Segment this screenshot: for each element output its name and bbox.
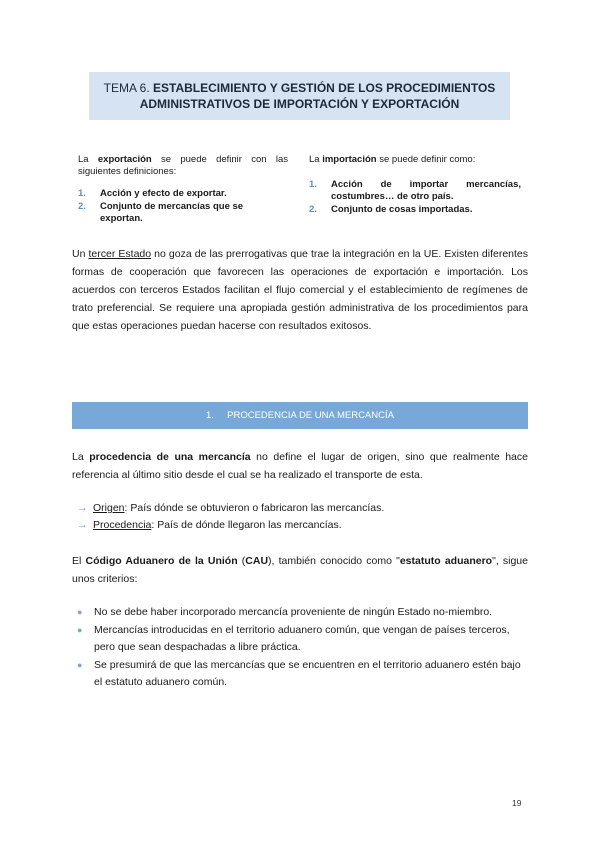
tercer-estado-term: tercer Estado [88, 248, 152, 260]
chapter-title-line2: ADMINISTRATIVOS DE IMPORTACIÓN Y EXPORTACIÓN [139, 97, 460, 111]
export-list [78, 188, 288, 225]
export-intro: La exportación se puede definir con las siguientes definiciones: [78, 154, 288, 177]
bullet-icon: ● [77, 659, 83, 670]
cau-paragraph: El Código Aduanero de la Unión (CAU), también conocido como "estatuto aduanero", sigue unos criterios: [72, 555, 528, 585]
list-item: ● Mercancías introducidas en el territorio aduanero común, que vengan de países terceros, pero que sean despachadas a libre práctica. [77, 622, 528, 657]
bullet-icon: ● [77, 607, 83, 617]
import-intro: La importación se puede definir como: [309, 154, 476, 165]
list-item: 2. Conjunto de mercancías que se exportan. [78, 201, 244, 224]
bullet-icon: ● [77, 624, 83, 635]
list-item: ● Se presumirá de que las mercancías que se encuentren en el territorio aduanero estén bajo el estatuto aduanero común. [77, 657, 528, 692]
criteria-list [77, 604, 528, 692]
list-item: ● No se debe haber incorporado mercancía proveniente de ningún Estado no-miembro. [77, 604, 528, 622]
chapter-title [89, 72, 510, 120]
export-definition [78, 154, 288, 226]
definition-arrows [77, 500, 384, 534]
list-item: → Procedencia : País de dónde llegaron las mercancías. [77, 517, 384, 534]
procedencia-paragraph: La procedencia de una mercancía no define el lugar de origen, sino que realmente hace referencia al último sitio desde el cual se ha realizado el transporte de esta. [72, 451, 528, 481]
arrow-right-icon: → [77, 519, 88, 531]
list-item: 2. Conjunto de cosas importadas. [309, 204, 473, 215]
import-definition [309, 154, 521, 217]
chapter-title-line1: ESTABLECIMIENTO Y GESTIÓN DE LOS PROCEDIMIENTOS [153, 81, 496, 95]
section-heading: 1. PROCEDENCIA DE UNA MERCANCÍA [72, 402, 528, 429]
page-number: 19 [512, 798, 522, 808]
list-item: 1. Acción y efecto de exportar. [78, 188, 227, 199]
list-item: 1. Acción de importar mercancías, costumbres… de otro país. [309, 179, 521, 202]
import-list [309, 179, 521, 216]
intro-paragraph: Un tercer Estado no goza de las prerrogativas que trae la integración en la UE. Existen diferentes formas de cooperación que favorecen las operaciones de exportación e importación. Los acuerdos con terceros Estados facilitan el flujo comercial y el establecimiento de regímenes de trato preferencial. Se requiere una apropiada gestión administrativa de los procedimientos para que estas operaciones puedan hacerse con resultados exitosos. [72, 248, 529, 332]
list-item: → Origen : País dónde se obtuvieron o fabricaron las mercancías. [77, 500, 384, 517]
chapter-number: TEMA 6. [103, 81, 150, 95]
arrow-right-icon: → [77, 502, 88, 514]
